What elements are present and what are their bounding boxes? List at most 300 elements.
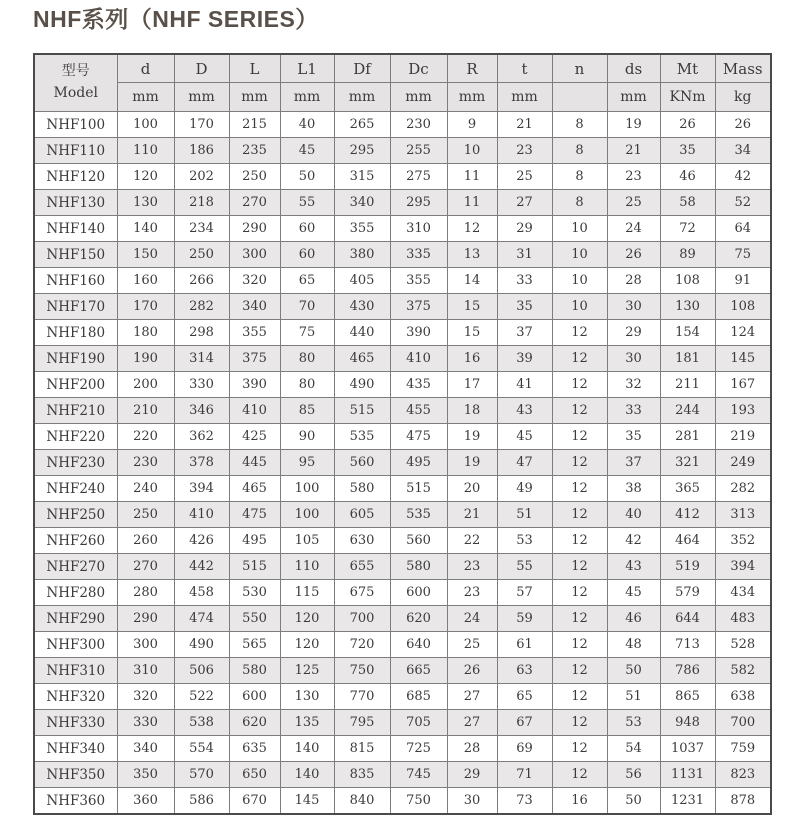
value-cell-ds: 43 [607,554,660,580]
value-cell-Df: 535 [334,424,390,450]
value-cell-L1: 140 [280,762,334,788]
model-cell: NHF140 [34,216,117,242]
value-cell-ds: 42 [607,528,660,554]
table-row [34,736,771,762]
column-header-D: D [174,54,229,83]
page-title: NHF系列（NHF SERIES） [33,6,319,32]
value-cell-Df: 295 [334,138,390,164]
value-cell-R: 23 [447,554,497,580]
value-cell-ds: 33 [607,398,660,424]
table-row [34,164,771,190]
column-header-Df: Df [334,54,390,83]
value-cell-Mt: 211 [660,372,715,398]
value-cell-Df: 835 [334,762,390,788]
column-header-model [34,54,117,112]
value-cell-t: 69 [497,736,552,762]
value-cell-D: 426 [174,528,229,554]
value-cell-Df: 430 [334,294,390,320]
value-cell-L1: 45 [280,138,334,164]
value-cell-d: 120 [117,164,174,190]
value-cell-ds: 45 [607,580,660,606]
value-cell-L1: 60 [280,242,334,268]
value-cell-R: 18 [447,398,497,424]
column-unit-d: mm [117,83,174,112]
model-cell: NHF340 [34,736,117,762]
value-cell-D: 282 [174,294,229,320]
value-cell-Df: 675 [334,580,390,606]
value-cell-n: 12 [552,502,607,528]
value-cell-Mt: 1037 [660,736,715,762]
table-row [34,190,771,216]
value-cell-Df: 560 [334,450,390,476]
value-cell-R: 27 [447,684,497,710]
value-cell-Mt: 519 [660,554,715,580]
value-cell-R: 11 [447,190,497,216]
table-row [34,658,771,684]
value-cell-d: 110 [117,138,174,164]
value-cell-L: 425 [229,424,280,450]
value-cell-Mt: 26 [660,112,715,138]
value-cell-d: 250 [117,502,174,528]
value-cell-d: 190 [117,346,174,372]
value-cell-Mt: 244 [660,398,715,424]
value-cell-Dc: 455 [390,398,447,424]
value-cell-Dc: 410 [390,346,447,372]
value-cell-D: 410 [174,502,229,528]
value-cell-Mt: 412 [660,502,715,528]
value-cell-L1: 110 [280,554,334,580]
value-cell-R: 14 [447,268,497,294]
value-cell-ds: 46 [607,606,660,632]
column-header-ds: ds [607,54,660,83]
value-cell-d: 260 [117,528,174,554]
value-cell-t: 27 [497,190,552,216]
value-cell-n: 10 [552,268,607,294]
value-cell-Dc: 685 [390,684,447,710]
value-cell-D: 266 [174,268,229,294]
value-cell-d: 290 [117,606,174,632]
value-cell-Df: 770 [334,684,390,710]
model-cell: NHF110 [34,138,117,164]
value-cell-Df: 630 [334,528,390,554]
value-cell-Dc: 255 [390,138,447,164]
value-cell-Df: 720 [334,632,390,658]
value-cell-d: 270 [117,554,174,580]
value-cell-Mass: 219 [715,424,771,450]
value-cell-Mt: 281 [660,424,715,450]
header-name-row [34,54,771,83]
value-cell-L1: 60 [280,216,334,242]
value-cell-Mt: 464 [660,528,715,554]
value-cell-d: 350 [117,762,174,788]
value-cell-ds: 48 [607,632,660,658]
value-cell-R: 19 [447,450,497,476]
value-cell-Mass: 700 [715,710,771,736]
column-unit-R: mm [447,83,497,112]
model-label-zh: 型号 [61,63,90,80]
value-cell-L: 320 [229,268,280,294]
table-row [34,242,771,268]
value-cell-d: 330 [117,710,174,736]
value-cell-L1: 55 [280,190,334,216]
value-cell-t: 31 [497,242,552,268]
value-cell-D: 506 [174,658,229,684]
value-cell-L1: 50 [280,164,334,190]
value-cell-Df: 355 [334,216,390,242]
value-cell-D: 538 [174,710,229,736]
value-cell-Df: 490 [334,372,390,398]
value-cell-Mt: 321 [660,450,715,476]
model-cell: NHF290 [34,606,117,632]
value-cell-d: 320 [117,684,174,710]
value-cell-D: 202 [174,164,229,190]
value-cell-t: 57 [497,580,552,606]
value-cell-n: 12 [552,320,607,346]
table-row [34,476,771,502]
value-cell-n: 12 [552,528,607,554]
value-cell-t: 71 [497,762,552,788]
model-cell: NHF130 [34,190,117,216]
value-cell-Mass: 145 [715,346,771,372]
header-unit-row [34,83,771,112]
value-cell-Dc: 310 [390,216,447,242]
value-cell-Mass: 823 [715,762,771,788]
column-header-d: d [117,54,174,83]
model-cell: NHF310 [34,658,117,684]
value-cell-ds: 37 [607,450,660,476]
table-row [34,294,771,320]
value-cell-Mt: 865 [660,684,715,710]
model-label-en: Model [53,85,98,102]
value-cell-ds: 53 [607,710,660,736]
value-cell-Mass: 26 [715,112,771,138]
column-header-n: n [552,54,607,83]
value-cell-Mass: 352 [715,528,771,554]
value-cell-Dc: 640 [390,632,447,658]
model-cell: NHF250 [34,502,117,528]
table-row [34,346,771,372]
column-unit-L: mm [229,83,280,112]
column-unit-n [552,83,607,112]
value-cell-L1: 120 [280,606,334,632]
value-cell-L: 515 [229,554,280,580]
value-cell-Mass: 434 [715,580,771,606]
value-cell-D: 314 [174,346,229,372]
value-cell-D: 554 [174,736,229,762]
value-cell-L: 495 [229,528,280,554]
model-cell: NHF330 [34,710,117,736]
value-cell-L: 580 [229,658,280,684]
value-cell-L1: 75 [280,320,334,346]
model-cell: NHF100 [34,112,117,138]
column-unit-t: mm [497,83,552,112]
value-cell-Mass: 394 [715,554,771,580]
column-unit-D: mm [174,83,229,112]
value-cell-L: 635 [229,736,280,762]
value-cell-t: 63 [497,658,552,684]
value-cell-D: 298 [174,320,229,346]
value-cell-t: 25 [497,164,552,190]
value-cell-R: 19 [447,424,497,450]
column-unit-Dc: mm [390,83,447,112]
value-cell-L: 390 [229,372,280,398]
value-cell-Mt: 35 [660,138,715,164]
value-cell-d: 180 [117,320,174,346]
table-row [34,580,771,606]
model-cell: NHF230 [34,450,117,476]
value-cell-Mt: 108 [660,268,715,294]
value-cell-L: 250 [229,164,280,190]
value-cell-L: 215 [229,112,280,138]
value-cell-L: 300 [229,242,280,268]
table-row [34,554,771,580]
value-cell-R: 26 [447,658,497,684]
value-cell-D: 586 [174,788,229,814]
value-cell-L1: 85 [280,398,334,424]
value-cell-L1: 95 [280,450,334,476]
value-cell-Dc: 560 [390,528,447,554]
value-cell-Mt: 713 [660,632,715,658]
value-cell-L1: 100 [280,502,334,528]
value-cell-L1: 105 [280,528,334,554]
value-cell-Dc: 475 [390,424,447,450]
value-cell-ds: 25 [607,190,660,216]
value-cell-Mass: 282 [715,476,771,502]
value-cell-D: 394 [174,476,229,502]
value-cell-Dc: 275 [390,164,447,190]
value-cell-L1: 135 [280,710,334,736]
value-cell-Df: 440 [334,320,390,346]
column-header-Mass: Mass [715,54,771,83]
value-cell-R: 30 [447,788,497,814]
model-cell: NHF180 [34,320,117,346]
value-cell-Dc: 295 [390,190,447,216]
table-row [34,502,771,528]
table-row [34,112,771,138]
value-cell-d: 140 [117,216,174,242]
model-cell: NHF210 [34,398,117,424]
model-cell: NHF170 [34,294,117,320]
value-cell-n: 12 [552,476,607,502]
table-body [34,112,771,814]
value-cell-n: 12 [552,398,607,424]
value-cell-ds: 30 [607,346,660,372]
value-cell-R: 21 [447,502,497,528]
value-cell-R: 23 [447,580,497,606]
value-cell-L: 670 [229,788,280,814]
value-cell-L: 600 [229,684,280,710]
value-cell-Dc: 230 [390,112,447,138]
value-cell-Mass: 193 [715,398,771,424]
value-cell-Mass: 313 [715,502,771,528]
model-cell: NHF260 [34,528,117,554]
value-cell-d: 240 [117,476,174,502]
value-cell-L1: 130 [280,684,334,710]
value-cell-L: 650 [229,762,280,788]
value-cell-ds: 29 [607,320,660,346]
value-cell-n: 12 [552,762,607,788]
value-cell-d: 130 [117,190,174,216]
value-cell-n: 8 [552,112,607,138]
value-cell-R: 27 [447,710,497,736]
value-cell-d: 340 [117,736,174,762]
value-cell-Mt: 58 [660,190,715,216]
value-cell-d: 220 [117,424,174,450]
value-cell-L1: 140 [280,736,334,762]
value-cell-ds: 21 [607,138,660,164]
value-cell-Df: 405 [334,268,390,294]
value-cell-d: 230 [117,450,174,476]
value-cell-d: 200 [117,372,174,398]
table-row [34,268,771,294]
value-cell-d: 160 [117,268,174,294]
model-cell: NHF120 [34,164,117,190]
value-cell-L: 235 [229,138,280,164]
value-cell-Mass: 638 [715,684,771,710]
value-cell-Df: 515 [334,398,390,424]
value-cell-R: 15 [447,320,497,346]
value-cell-t: 45 [497,424,552,450]
value-cell-d: 280 [117,580,174,606]
column-header-L: L [229,54,280,83]
table-row [34,528,771,554]
value-cell-n: 12 [552,684,607,710]
model-cell: NHF160 [34,268,117,294]
value-cell-Mass: 249 [715,450,771,476]
value-cell-Mass: 759 [715,736,771,762]
value-cell-R: 10 [447,138,497,164]
column-header-Mt: Mt [660,54,715,83]
value-cell-t: 59 [497,606,552,632]
value-cell-Mt: 1131 [660,762,715,788]
value-cell-Dc: 390 [390,320,447,346]
column-header-t: t [497,54,552,83]
value-cell-t: 53 [497,528,552,554]
value-cell-Df: 315 [334,164,390,190]
value-cell-Mass: 582 [715,658,771,684]
value-cell-D: 490 [174,632,229,658]
value-cell-R: 12 [447,216,497,242]
value-cell-Mt: 72 [660,216,715,242]
value-cell-Dc: 750 [390,788,447,814]
column-unit-ds: mm [607,83,660,112]
value-cell-R: 16 [447,346,497,372]
column-header-R: R [447,54,497,83]
nhf-series-table [33,53,772,815]
model-cell: NHF350 [34,762,117,788]
column-header-Dc: Dc [390,54,447,83]
value-cell-ds: 28 [607,268,660,294]
value-cell-Mass: 878 [715,788,771,814]
value-cell-Dc: 580 [390,554,447,580]
value-cell-L1: 70 [280,294,334,320]
value-cell-Mt: 46 [660,164,715,190]
value-cell-ds: 56 [607,762,660,788]
value-cell-t: 37 [497,320,552,346]
value-cell-n: 10 [552,242,607,268]
value-cell-Mass: 75 [715,242,771,268]
value-cell-Dc: 535 [390,502,447,528]
model-cell: NHF270 [34,554,117,580]
column-unit-Mt: KNm [660,83,715,112]
table-row [34,138,771,164]
value-cell-n: 16 [552,788,607,814]
value-cell-L1: 145 [280,788,334,814]
value-cell-L1: 100 [280,476,334,502]
value-cell-D: 346 [174,398,229,424]
value-cell-d: 360 [117,788,174,814]
value-cell-L: 550 [229,606,280,632]
value-cell-ds: 35 [607,424,660,450]
column-unit-Mass: kg [715,83,771,112]
value-cell-L1: 80 [280,372,334,398]
value-cell-n: 12 [552,372,607,398]
value-cell-L1: 125 [280,658,334,684]
value-cell-Df: 700 [334,606,390,632]
value-cell-t: 55 [497,554,552,580]
value-cell-ds: 40 [607,502,660,528]
value-cell-L1: 115 [280,580,334,606]
value-cell-Df: 580 [334,476,390,502]
table-row [34,398,771,424]
value-cell-L: 340 [229,294,280,320]
table-row [34,216,771,242]
value-cell-Mass: 34 [715,138,771,164]
value-cell-ds: 30 [607,294,660,320]
model-cell: NHF280 [34,580,117,606]
value-cell-L: 355 [229,320,280,346]
model-cell: NHF190 [34,346,117,372]
table-row [34,424,771,450]
value-cell-n: 12 [552,580,607,606]
value-cell-R: 15 [447,294,497,320]
value-cell-R: 20 [447,476,497,502]
table-row [34,684,771,710]
value-cell-Mass: 528 [715,632,771,658]
value-cell-d: 300 [117,632,174,658]
value-cell-Df: 840 [334,788,390,814]
value-cell-d: 150 [117,242,174,268]
value-cell-R: 25 [447,632,497,658]
value-cell-R: 11 [447,164,497,190]
value-cell-n: 12 [552,632,607,658]
value-cell-t: 41 [497,372,552,398]
value-cell-D: 570 [174,762,229,788]
value-cell-Dc: 355 [390,268,447,294]
value-cell-R: 29 [447,762,497,788]
value-cell-D: 170 [174,112,229,138]
value-cell-Mt: 130 [660,294,715,320]
value-cell-t: 21 [497,112,552,138]
value-cell-t: 67 [497,710,552,736]
value-cell-ds: 50 [607,788,660,814]
value-cell-ds: 38 [607,476,660,502]
value-cell-Df: 795 [334,710,390,736]
value-cell-L1: 80 [280,346,334,372]
value-cell-D: 186 [174,138,229,164]
table-row [34,762,771,788]
value-cell-n: 12 [552,736,607,762]
column-header-L1: L1 [280,54,334,83]
value-cell-Dc: 375 [390,294,447,320]
value-cell-n: 12 [552,606,607,632]
value-cell-Mass: 483 [715,606,771,632]
value-cell-D: 474 [174,606,229,632]
value-cell-R: 22 [447,528,497,554]
value-cell-L: 565 [229,632,280,658]
value-cell-Dc: 335 [390,242,447,268]
value-cell-L1: 90 [280,424,334,450]
